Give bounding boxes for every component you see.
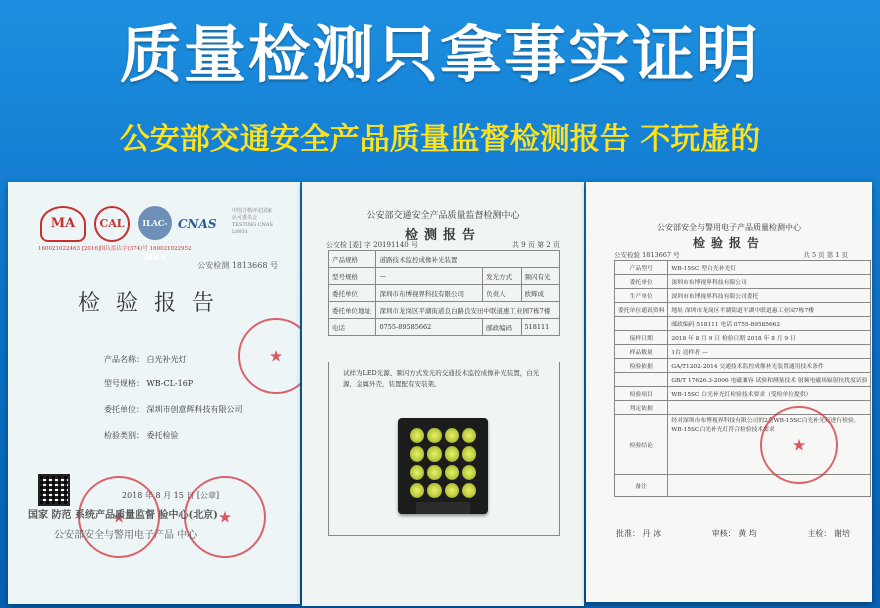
- led-bead: [462, 446, 476, 461]
- page-indicator: 共 5 页 第 1 页: [803, 251, 848, 259]
- led-bead: [410, 446, 424, 461]
- table-row: [615, 317, 871, 331]
- red-seal-stamp: [760, 406, 838, 484]
- issuer-line-2: 公安部安全与警用电子产品 中心: [54, 530, 198, 541]
- table-row: [615, 359, 871, 373]
- report-meta: [614, 250, 848, 259]
- led-bead: [462, 483, 476, 498]
- table-row: [615, 345, 871, 359]
- table-cell: 产品规格: [329, 251, 376, 268]
- ilac-logo: ILAC-MRA: [138, 206, 172, 240]
- table-cell: 委托单位地址: [329, 302, 376, 319]
- table-cell: 委托单位: [615, 275, 668, 289]
- table-cell: 生产单位: [615, 289, 668, 303]
- table-cell: 负责人: [483, 285, 521, 302]
- ma-logo: MA: [40, 206, 86, 242]
- table-row: [329, 251, 560, 268]
- issuer-line-1: 国家 防范 系统产品质量监督 验中心(北京): [28, 510, 218, 521]
- field-product-name: 产品名称： 白光补光灯: [104, 355, 187, 364]
- table-cell: 1台 送样者 —: [668, 345, 871, 359]
- led-bead: [427, 483, 441, 498]
- cert-numbers: 160021022463 [2016]国认监认字(374)号 160021022952: [38, 246, 192, 252]
- table-cell: 深圳市布博视界科技有限公司: [668, 275, 871, 289]
- table-row: [329, 319, 560, 336]
- table-row: [615, 289, 871, 303]
- led-bead: [410, 483, 424, 498]
- signature-row: [616, 528, 850, 539]
- table-cell: 型号规格: [329, 268, 376, 285]
- table-cell: 检验依据: [615, 359, 668, 373]
- table-row: [329, 302, 560, 319]
- table-cell: 深圳市布博视界科技有限公司委托: [668, 289, 871, 303]
- table-cell: 委托单位通讯资料: [615, 303, 668, 317]
- table-row: [615, 331, 871, 345]
- table-cell: 样品数量: [615, 345, 668, 359]
- info-table: [328, 250, 560, 336]
- page-indicator: 共 9 页 第 2 页: [511, 241, 560, 249]
- table-cell: GA/T1202-2014 交通技术监控成像补光装置通用技术条件: [668, 359, 871, 373]
- led-bead: [410, 465, 424, 480]
- table-cell: 深圳市布博视界科技有限公司: [376, 285, 483, 302]
- table-row: [615, 303, 871, 317]
- table-cell: [668, 401, 871, 415]
- field-model: 型号规格： WB-CL-16P: [104, 379, 194, 388]
- qr-code: [38, 474, 70, 506]
- cnas-subtext: 中国合格评定国家认可委员会 TESTING CNAS L0931: [232, 208, 273, 235]
- table-cell: [615, 373, 668, 387]
- report-title: 检验报告: [77, 291, 230, 316]
- led-array: [410, 428, 476, 498]
- table-cell: 道路技术监控成像补光装置: [376, 251, 560, 268]
- table-cell: 经对深圳市布博视界科技有限公司的2套WB-15SC白光补光灯进行检验，WB-15SC白光补光灯符合检验技术要求: [668, 415, 871, 475]
- reviewer-signature: 审核： 黄 均: [711, 529, 757, 538]
- table-row: [615, 261, 871, 275]
- test-report-2: [302, 182, 584, 606]
- table-cell: 备注: [615, 475, 668, 497]
- report-date: 2018 年 8 月 15 日 [公章]: [122, 491, 220, 500]
- table-cell: 518111: [521, 319, 560, 336]
- report-number: 公安检测 1813668 号: [197, 261, 278, 270]
- led-bead: [462, 465, 476, 480]
- certificate-report-1: [8, 182, 300, 604]
- table-cell: 深圳市龙岗区平湖街道良白路良安田中联道惠工业园7栋7楼: [376, 302, 560, 319]
- subline: 公安部交通安全产品质量监督检测报告 不玩虚的: [119, 122, 761, 157]
- cnas-logo: CNAS: [178, 217, 217, 231]
- table-cell: 邮政编码: [483, 319, 521, 336]
- table-cell: WB-15SC 白光补光灯检验技术要求（受检单位提供）: [668, 387, 871, 401]
- red-seal-stamp: [238, 318, 300, 394]
- field-test-type: 检验类别： 委托检验: [104, 431, 179, 440]
- led-bead: [410, 428, 424, 443]
- table-cell: 电话: [329, 319, 376, 336]
- table-cell: 接样日期: [615, 331, 668, 345]
- issuer-header: 公安部交通安全产品质量监督检测中心: [366, 211, 520, 221]
- table-row: [615, 275, 871, 289]
- led-bead: [445, 465, 459, 480]
- report-number: 公交检 [委] 字 20191140 号: [326, 241, 418, 249]
- table-row: [615, 475, 871, 497]
- led-bead: [427, 428, 441, 443]
- inspection-report-3: [586, 182, 872, 602]
- led-bead: [427, 465, 441, 480]
- table-cell: —: [376, 268, 483, 285]
- table-cell: 地址 深圳市龙岗区平湖街道平湖中联道惠工业园7栋7楼: [668, 303, 871, 317]
- table-cell: WB-15SC 型白光补光灯: [668, 261, 871, 275]
- table-cell: 发光方式: [483, 268, 521, 285]
- table-cell: 委托单位: [329, 285, 376, 302]
- headline: 质量检测只拿事实证明: [119, 18, 760, 91]
- table-cell: 检验项目: [615, 387, 668, 401]
- table-cell: 判定依据: [615, 401, 668, 415]
- table-cell: 检验结论: [615, 415, 668, 475]
- sample-description: 试样为LED光源、频闪方式发光的交通技术监控成像补光装置，白光源，金属外壳，装置配有安装架。: [343, 369, 540, 388]
- table-cell: [615, 317, 668, 331]
- led-bead: [445, 428, 459, 443]
- issuer-header: 公安部安全与警用电子产品质量检测中心: [657, 223, 801, 232]
- table-cell: 0755-89585662: [376, 319, 483, 336]
- table-cell: 欧辉成: [521, 285, 560, 302]
- inspector-signature: 主检： 谢培: [807, 529, 850, 538]
- table-cell: GB/T 17626.3-2006 电磁兼容 试验和测量技术 射频电磁场辐射抗扰度试验: [668, 373, 871, 387]
- cal-logo: CAL: [94, 206, 130, 242]
- table-row: [615, 387, 871, 401]
- led-bead: [427, 446, 441, 461]
- led-bead: [462, 428, 476, 443]
- table-row: [615, 401, 871, 415]
- report-title: 检测报告: [404, 228, 481, 243]
- report-title: 检验报告: [692, 236, 765, 250]
- lamp-mount: [416, 502, 470, 514]
- approver-signature: 批准： 丹 冰: [616, 529, 662, 538]
- report-number: 公安检验 1813667 号: [614, 251, 680, 259]
- table-cell: 2018 年 8 月 9 日 检验日期 2018 年 8 月 9 日: [668, 331, 871, 345]
- table-cell: 频闪有光: [521, 268, 560, 285]
- table-cell: 邮政编码 518111 电话 0755-89585662: [668, 317, 871, 331]
- led-bead: [445, 483, 459, 498]
- table-row: [329, 268, 560, 285]
- field-client: 委托单位： 深圳市创意辉科技有限公司: [104, 405, 243, 414]
- led-bead: [445, 446, 459, 461]
- table-row: [329, 285, 560, 302]
- report-meta: [326, 240, 560, 250]
- led-fill-light-photo: [398, 418, 488, 514]
- table-row: [615, 373, 871, 387]
- table-cell: [668, 475, 871, 497]
- table-cell: 产品型号: [615, 261, 668, 275]
